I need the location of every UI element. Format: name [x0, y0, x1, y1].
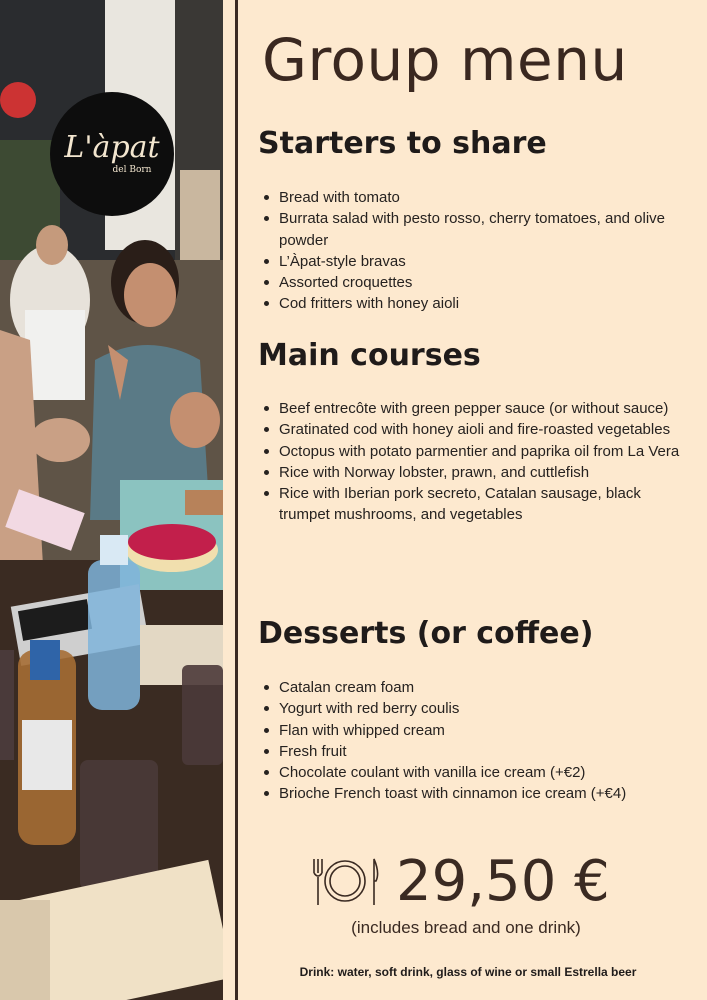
- restaurant-photo: [0, 0, 223, 1000]
- list-item: Bread with tomato: [262, 187, 682, 208]
- logo-subtext: del Born: [112, 165, 152, 175]
- section-heading-starters: Starters to share: [258, 126, 547, 161]
- list-item: Beef entrecôte with green pepper sauce (or without sauce): [262, 398, 682, 419]
- list-item: Yogurt with red berry coulis: [262, 698, 682, 719]
- list-item: Octopus with potato parmentier and paprika oil from La Vera: [262, 441, 682, 462]
- section-heading-desserts: Desserts (or coffee): [258, 616, 594, 651]
- price-value: 29,50 €: [396, 848, 610, 914]
- list-item: Rice with Iberian pork secreto, Catalan sausage, black trumpet mushrooms, and vegetables: [262, 483, 682, 526]
- restaurant-logo: [50, 92, 174, 216]
- list-item: Assorted croquettes: [262, 272, 682, 293]
- page-title: Group menu: [262, 26, 628, 94]
- list-item: Fresh fruit: [262, 741, 682, 762]
- drink-note: Drink: water, soft drink, glass of wine or small Estrella beer: [299, 965, 637, 979]
- list-item: Flan with whipped cream: [262, 720, 682, 741]
- plate-cutlery-icon: [308, 851, 382, 911]
- list-item: L’Àpat-style bravas: [262, 251, 682, 272]
- list-item: Catalan cream foam: [262, 677, 682, 698]
- list-item: Gratinated cod with honey aioli and fire-roasted vegetables: [262, 419, 682, 440]
- section-heading-main-courses: Main courses: [258, 338, 481, 373]
- vertical-divider: [235, 0, 238, 1000]
- logo-text: L'àpat: [64, 130, 160, 165]
- list-item: Cod fritters with honey aioli: [262, 293, 682, 314]
- list-item: Chocolate coulant with vanilla ice cream (+€2): [262, 762, 682, 783]
- price-note: (includes bread and one drink): [351, 918, 581, 937]
- list-item: Burrata salad with pesto rosso, cherry tomatoes, and olive powder: [262, 208, 682, 251]
- price-row: [308, 848, 610, 914]
- starters-list: [262, 187, 682, 315]
- main-courses-list: [262, 398, 682, 526]
- desserts-list: [262, 677, 682, 805]
- list-item: Brioche French toast with cinnamon ice cream (+€4): [262, 783, 682, 804]
- list-item: Rice with Norway lobster, prawn, and cuttlefish: [262, 462, 682, 483]
